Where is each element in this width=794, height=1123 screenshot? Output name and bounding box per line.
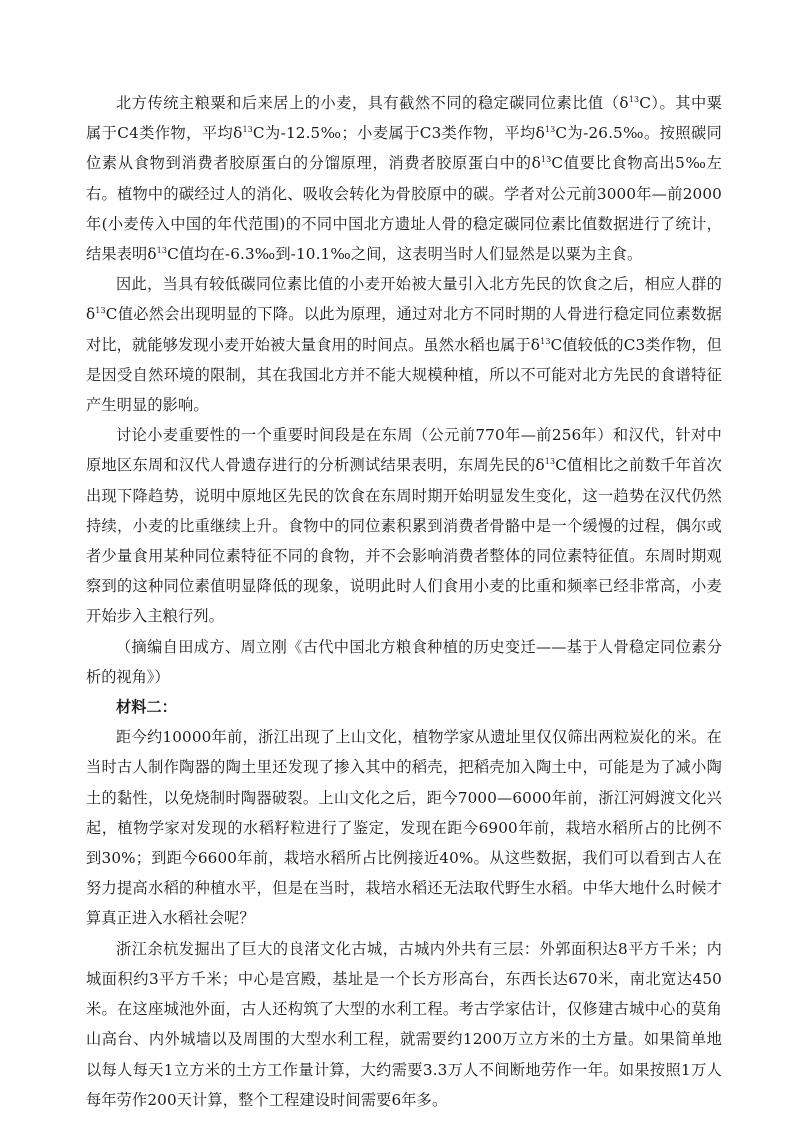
superscript-13: 13 (95, 306, 106, 316)
superscript-13: 13 (544, 125, 556, 135)
superscript-13: 13 (540, 155, 552, 165)
text-run: 因此，当具有较低碳同位素比值的小麦开始被大量引入北方先民的饮食之后，相应人群的δ (86, 275, 722, 324)
material-one-paragraph-3 (86, 420, 722, 631)
material-two-paragraph-2: 浙江余杭发掘出了巨大的良渚文化古城，古城内外共有三层：外郭面积达8平方千米；内城面积约3平方千米；中心是宫殿，基址是一个长方形高台，东西长达670米，南北宽达450米。在这座城池外面，古人还构筑了大型的水利工程。考古学家估计，仅修建古城中心的莫角山高台、内外城墙以及周围的大型水利工程，就需要约1200万立方米的土方量。如果简单地以每人每天1立方米的土方工作量计算，大约需要3.3万人不间断地劳作一年。如果按照1万人每年劳作200天计算，整个工程建设时间需要6年多。 (86, 939, 722, 1109)
text-run: C值较低的C3类作物，但是因受自然环境的限制，其在我国北方并不能大规模种植，所以不可能对北方先民的食谱特征产生明显的影响。 (86, 335, 722, 415)
superscript-13: 13 (544, 457, 556, 467)
superscript-13: 13 (628, 95, 640, 104)
document-page (86, 88, 722, 1115)
text-run: 北方传统主粮粟和后来居上的小麦，具有截然不同的稳定碳同位素比值（δ (116, 94, 629, 112)
text-run: C值相比之前数千年首次出现下降趋势，说明中原地区先民的饮食在东周时期开始明显发生变化，这一趋势在汉代仍然持续，小麦的比重继续上升。食物中的同位素积累到消费者骨骼中是一个缓慢的过程，偶尔或者少量食用某种同位素特征不同的食物，并不会影响消费者整体的同位素特征值。东周时期观察到的这种同位素值明显降低的现象，说明此时人们食用小麦的比重和频率已经非常高，小麦开始步入主粮行列。 (86, 456, 722, 626)
material-two-heading: 材料二： (116, 698, 177, 717)
superscript-13: 13 (540, 336, 551, 346)
material-one-paragraph-2 (86, 269, 722, 420)
material-one-paragraph-1 (86, 88, 722, 269)
text-run: C为-26.5‰。按照碳同位素从食物到消费者胶原蛋白的分馏原理，消费者胶原蛋白中的δ (86, 124, 722, 173)
text-run: 讨论小麦重要性的一个重要时间段是在东周（公元前770年—前256年）和汉代，针对中原地区东周和汉代人骨遗存进行的分析测试结果表明，东周先民的δ (86, 426, 722, 475)
text-run: C）。其中粟属于C4类作物，平均δ (86, 94, 723, 143)
material-two-paragraph-1: 距今约10000年前，浙江出现了上山文化，植物学家从遗址里仅仅筛出两粒炭化的米。在当时古人制作陶器的陶土里还发现了掺入其中的稻壳，把稻壳加入陶土中，可能是为了减小陶土的黏性，以免烧制时陶器破裂。上山文化之后，距今7000—6000年前，浙江河姆渡文化兴起，植物学家对发现的水稻籽粒进行了鉴定，发现在距今6900年前，栽培水稻所占的比例不到30%；到距今6600年前，栽培水稻所占比例接近40%。从这些数据，我们可以看到古人在努力提高水稻的种植水平，但是在当时，栽培水稻还无法取代野生水稻。中华大地什么时候才算真正进入水稻社会呢？ (86, 728, 722, 928)
source-citation: （摘编自田成方、周立刚《古代中国北方粮食种植的历史变迁——基于人骨稳定同位素分析的视角》） (86, 637, 722, 686)
text-run: C为-12.5‰；小麦属于C3类作物，平均δ (252, 124, 545, 143)
text-run: C值必然会出现明显的下降。以此为原理，通过对北方不同时期的人骨进行稳定同位素数据对比，就能够发现小麦开始被大量食用的时间点。虽然水稻也属于δ (86, 305, 722, 354)
superscript-13: 13 (242, 125, 253, 135)
text-run: C值均在-6.3‰到-10.1‰之间，这表明当时人们显然是以粟为主食。 (167, 245, 643, 264)
text-run: C值要比食物高出5‰左右。植物中的碳经过人的消化、吸收会转化为骨胶原中的碳。学者对公元前3000年—前2000年(小麦传入中国的年代范围)的不同中国北方遗址人骨的稳定碳同位素比值数据进行了统计，结果表明δ (86, 154, 722, 264)
superscript-13: 13 (156, 246, 168, 256)
